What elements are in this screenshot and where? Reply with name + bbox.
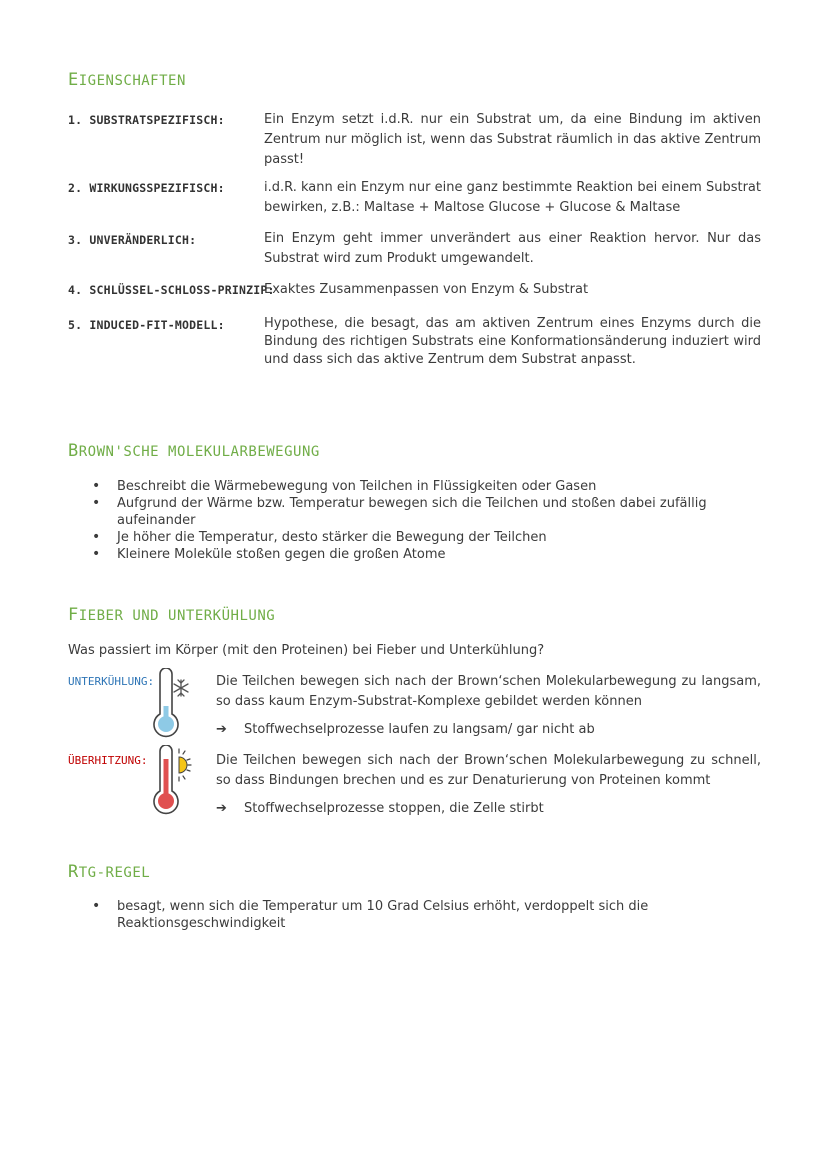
definition-unveraenderlich: Ein Enzym geht immer unverändert aus einer Reaktion hervor. Nur das Substrat wird zum Produkt umgewandelt.: [264, 231, 761, 266]
unterkuehlung-explanation: Die Teilchen bewegen sich nach der Brown‘schen Molekularbewegung zu langsam, so dass kaum Enzym-Substrat-Komplexe gebildet werden können: [216, 674, 761, 709]
arrow-right-icon: ➔: [216, 801, 227, 816]
term-unveraenderlich: 3. UNVERÄNDERLICH:: [68, 233, 197, 247]
list-item: • Kleinere Moleküle stoßen gegen die großen Atome: [68, 546, 758, 563]
definition-substratspezifisch: Ein Enzym setzt i.d.R. nur ein Substrat um, da eine Bindung im aktiven Zentrum nur möglich ist, wenn das Substrat räumlich in das aktive Zentrum passt!: [264, 112, 761, 167]
heading-eigenschaften: EIGENSCHAFTEN: [68, 70, 186, 90]
ueberhitzung-explanation: Die Teilchen bewegen sich nach der Brown‘schen Molekularbewegung zu schnell, so dass Bindungen brechen und es zur Denaturierung von Proteinen kommt: [216, 753, 761, 788]
term-schluessel-schloss-prinzip: 4. SCHLÜSSEL-SCHLOSS-PRINZIP:: [68, 283, 275, 297]
heading-rtg-regel: RTG-REGEL: [68, 862, 151, 882]
definition-wirkungsspezifisch: i.d.R. kann ein Enzym nur eine ganz bestimmte Reaktion bei einem Substrat bewirken, z.B.: Maltase + Maltose Glucose + Glucose & Maltase: [264, 180, 761, 215]
definition-schluessel-schloss-prinzip: Exaktes Zusammenpassen von Enzym & Substrat: [264, 282, 589, 297]
thermometer-cold-icon: [148, 668, 194, 740]
ueberhitzung-result-text: Stoffwechselprozesse stoppen, die Zelle stirbt: [244, 801, 544, 816]
thermometer-hot-icon: [148, 745, 194, 817]
ueberhitzung-result: [216, 801, 544, 816]
label-ueberhitzung: ÜBERHITZUNG:: [68, 754, 148, 767]
term-substratspezifisch: 1. SUBSTRATSPEZIFISCH:: [68, 113, 225, 127]
fieber-question: Was passiert im Körper (mit den Proteinen) bei Fieber und Unterkühlung?: [68, 643, 545, 658]
heading-fieber-und-unterkuehlung: FIEBER UND UNTERKÜHLUNG: [68, 605, 276, 625]
term-wirkungsspezifisch: 2. WIRKUNGSSPEZIFISCH:: [68, 181, 225, 195]
term-induced-fit-modell: 5. INDUCED-FIT-MODELL:: [68, 318, 225, 332]
list-item: • besagt, wenn sich die Temperatur um 10 Grad Celsius erhöht, verdoppelt sich die Reaktionsgeschwindigkeit: [68, 898, 708, 932]
definition-induced-fit-modell: Hypothese, die besagt, das am aktiven Zentrum eines Enzyms durch die Bindung des richtigen Substrats eine Konformationsänderung induziert wird und dass sich das aktive Zentrum dem Substrat anpasst.: [264, 316, 761, 367]
brownsche-bullet-list: [68, 478, 758, 563]
list-item: • Je höher die Temperatur, desto stärker die Bewegung der Teilchen: [68, 529, 758, 546]
heading-brownsche-molekularbewegung: BROWN'SCHE MOLEKULARBEWEGUNG: [68, 441, 320, 461]
unterkuehlung-result-text: Stoffwechselprozesse laufen zu langsam/ gar nicht ab: [244, 722, 595, 737]
arrow-right-icon: ➔: [216, 722, 227, 737]
list-item: • Aufgrund der Wärme bzw. Temperatur bewegen sich die Teilchen und stoßen dabei zufällig aufeinander: [68, 495, 758, 529]
list-item: • Beschreibt die Wärmebewegung von Teilchen in Flüssigkeiten oder Gasen: [68, 478, 758, 495]
unterkuehlung-result: [216, 722, 595, 737]
rtg-bullet-list: [68, 898, 708, 932]
label-unterkuehlung: UNTERKÜHLUNG:: [68, 675, 155, 688]
